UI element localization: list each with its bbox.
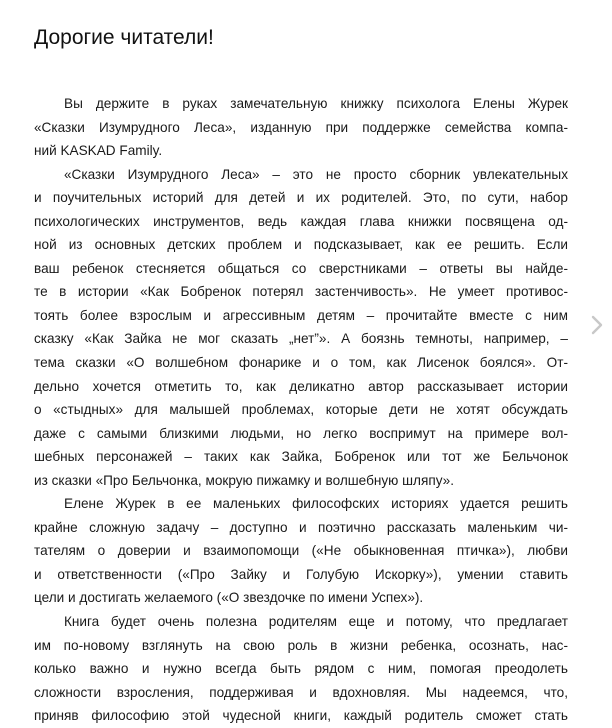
text-line: Елене Журек в ее маленьких философских историях удается решить — [64, 496, 568, 512]
text-line: «Сказки Изумрудного Леса» – это не просто сборник увлекательных — [64, 166, 568, 182]
text-line: те в истории «Как Бобренок потерял застенчивость». Не умеет противос- — [34, 284, 568, 300]
text-line: о «стыдных» для малышей проблемах, которые дети не хотят обсуждать — [34, 402, 568, 418]
text-line: ний KASKAD Family. — [34, 143, 163, 159]
text-line: колько важно и нужно всегда быть рядом с ним, помогая преодолеть — [34, 661, 568, 677]
text-line: ваш ребенок стесняется общаться со сверстниками – ответы вы найде- — [34, 260, 568, 276]
text-line: дельно хочется отметить то, как деликатно автор рассказывает истории — [34, 378, 568, 394]
page-title: Дорогие читатели! — [34, 26, 214, 49]
text-line: из сказки «Про Бельчонка, мокрую пижамку и волшебную шляпу». — [34, 472, 454, 488]
text-line: тоять более взрослым и агрессивным детям – прочитайте вместе с ним — [34, 307, 568, 323]
text-line: сказку «Как Зайка не мог сказать „нет”». А боязнь темноты, например, – — [34, 331, 568, 347]
text-line: крайне сложную задачу – доступно и поэтично рассказать маленьким чи- — [34, 519, 568, 535]
text-line: сложности взросления, поддерживая и вдохновляя. Мы надеемся, что, — [34, 684, 568, 700]
text-line: цели и достигать желаемого («О звездочке по имени Успех»). — [34, 590, 424, 606]
text-line: им по-новому взглянуть на свою роль в жизни ребенка, осознать, нас- — [34, 637, 568, 653]
text-line: тема сказки «О волшебном фонарике и о том, как Лисенок боялся». От- — [34, 355, 568, 371]
text-line: и поучительных историй для детей и их родителей. Это, по сути, набор — [34, 190, 568, 206]
text-line: тателям о доверии и взаимопомощи («Не обыкновенная птичка»), любви — [34, 543, 568, 559]
text-line: ной из основных детских проблем и подсказывает, как ее решить. Если — [34, 237, 568, 253]
text-line: Вы держите в руках замечательную книжку психолога Елены Журек — [64, 96, 568, 111]
text-line: психологических инструментов, ведь каждая глава книжки посвящена од- — [34, 213, 568, 229]
chevron-right-icon[interactable] — [590, 314, 604, 336]
text-line: и ответственности («Про Зайку и Голубую Искорку»), умении ставить — [34, 566, 568, 582]
text-line: шебных персонажей – таких как Зайка, Бобренок или тот же Бельчонок — [34, 449, 568, 465]
text-line: приняв философию этой чудесной книги, каждый родитель сможет стать — [34, 708, 568, 724]
text-line: «Сказки Изумрудного Леса», изданную при поддержке семейства компа- — [34, 119, 568, 135]
document-body — [34, 92, 568, 728]
text-line: Книга будет очень полезна родителям еще и потому, что предлагает — [64, 614, 568, 630]
text-line: даже с самыми близкими людьми, но легко воспримут на примере вол- — [34, 425, 568, 441]
